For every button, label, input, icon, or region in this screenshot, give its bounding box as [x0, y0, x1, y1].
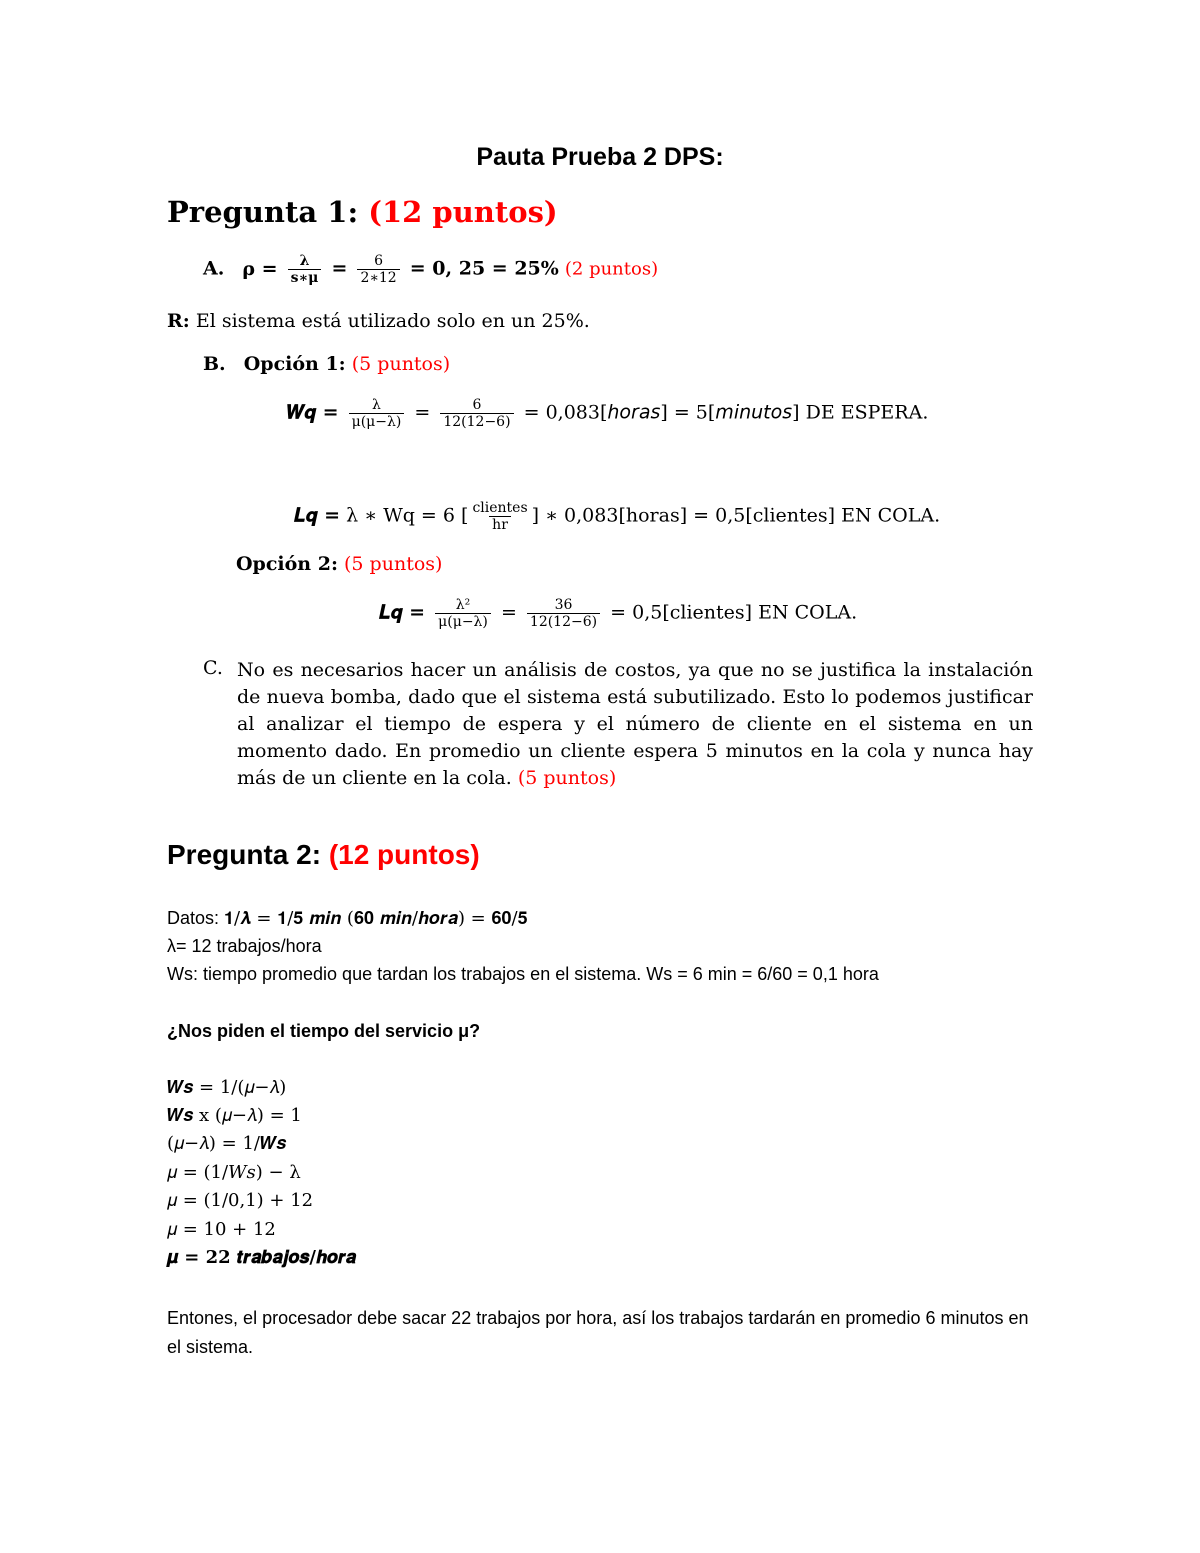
lq-equation — [294, 500, 940, 533]
datos-line — [167, 908, 528, 929]
option-1-points: (5 puntos) — [351, 353, 451, 375]
conclusion: Entones, el procesador debe sacar 22 trabajos por hora, así los trabajos tardarán en promedio 6 minutos en el sistema. — [167, 1308, 1029, 1357]
step-2: 𝑾𝒔 x (𝜇−𝜆) = 1 — [167, 1105, 302, 1126]
equals-sign: = — [500, 601, 517, 624]
item-c-label: C. — [203, 657, 223, 679]
option-2 — [236, 553, 442, 575]
item-a — [203, 253, 658, 286]
datos-label: Datos: — [167, 908, 225, 928]
lq-lhs: 𝑳𝒒 = — [294, 504, 341, 527]
wq-lhs: 𝑾𝒒 = — [287, 401, 339, 424]
equals-sign: = — [414, 401, 431, 424]
fraction-wq-1: $\frac{\lambda}{\mu(\mu-\lambda)}$ — [349, 397, 405, 430]
question-2-points: (12 puntos) — [328, 839, 480, 870]
question-1-points: (12 puntos) — [368, 195, 558, 229]
wq-result: = 0,083[𝘩𝘰𝘳𝘢𝘴] = 5[𝘮𝘪𝘯𝘶𝘵𝘰𝘴] DE ESPERA. — [523, 401, 929, 424]
lq-result: ] ∗ 0,083[horas] = 0,5[clientes] EN COLA. — [531, 504, 941, 527]
step-5: 𝜇 = (1/0,1) + 12 — [167, 1190, 314, 1211]
question-1-heading — [167, 195, 558, 229]
fraction-rho-2: $\frac{6}{2∗12}$ — [357, 253, 399, 286]
item-c-text: No es necesarios hacer un análisis de costos, ya que no se justifica la instalación de nueva bomba, dado que el sistema está subutilizado. Esto lo podemos justificar al analizar el tiempo de espera y el número de cliente en el sistema en un momento dado. En promedio un cliente espera 5 minutos en la cola y nunca hay más de un cliente en la cola. — [237, 659, 1033, 789]
service-time-question: ¿Nos piden el tiempo del servicio μ? — [167, 1021, 481, 1041]
item-b — [203, 353, 450, 375]
option-2-label: Opción 2: — [236, 553, 338, 575]
fraction-lq: $\frac{\text{clientes}}{hr}$ — [472, 500, 528, 533]
step-3: (𝜇−𝜆) = 1/𝑾𝒔 — [167, 1133, 287, 1154]
rho-symbol: ρ = — [242, 257, 278, 280]
step-1: 𝑾𝒔 = 1/(𝜇−𝜆) — [167, 1077, 287, 1098]
page-title: Pauta Prueba 2 DPS: — [476, 143, 724, 171]
option-1-label: Opción 1: — [243, 353, 346, 375]
wq-equation — [287, 397, 928, 430]
lq2-lhs: 𝑳𝒒 = — [379, 601, 426, 624]
answer-r-label: R: — [167, 310, 190, 332]
answer-r — [167, 310, 590, 332]
step-4: 𝜇 = (1/𝑊𝑠) − λ — [167, 1162, 301, 1183]
answer-r-text: El sistema está utilizado solo en un 25%. — [189, 310, 590, 332]
step-7-result: 𝝁 = 𝟐𝟐 𝒕𝒓𝒂𝒃𝒂𝒋𝒐𝒔/𝒉𝒐𝒓𝒂 — [167, 1247, 356, 1268]
item-a-label: A. — [203, 257, 225, 280]
fraction-wq-2: $\frac{6}{12(12-6)}$ — [440, 397, 513, 430]
fraction-lq2-2: $\frac{36}{12(12-6)}$ — [527, 597, 600, 630]
fraction-lq2-1: $\frac{\text{λ²}}{\mu(\mu-\lambda)}$ — [435, 597, 491, 630]
option-2-points: (5 puntos) — [344, 553, 443, 575]
equals-sign: = — [331, 257, 348, 280]
question-1-label: Pregunta 1: — [167, 195, 369, 229]
lambda-line: λ= 12 trabajos/hora — [167, 936, 322, 956]
lq2-equation — [379, 597, 857, 630]
item-a-points: (2 puntos) — [564, 258, 659, 280]
fraction-rho-1: $\frac{\lambda}{s∗\mu}$ — [288, 253, 322, 286]
question-2-label: Pregunta 2: — [167, 839, 329, 870]
datos-equation: 𝟏/𝝀 = 𝟏/𝟓 𝒎𝒊𝒏 (𝟔𝟎 𝒎𝒊𝒏/𝒉𝒐𝒓𝒂) = 𝟔𝟎/𝟓 — [224, 908, 528, 929]
item-c-paragraph — [237, 657, 1033, 792]
lq-mid: λ ∗ Wq = 6 [ — [346, 504, 469, 527]
item-b-label: B. — [203, 353, 226, 375]
step-6: 𝜇 = 10 + 12 — [167, 1219, 276, 1240]
item-c-points: (5 puntos) — [517, 767, 617, 789]
lq2-result: = 0,5[clientes] EN COLA. — [610, 601, 858, 624]
question-2-heading — [167, 839, 480, 871]
rho-result: = 𝟎, 𝟐𝟓 = 𝟐𝟓% — [409, 257, 559, 280]
ws-line: Ws: tiempo promedio que tardan los trabajos en el sistema. Ws = 6 min = 6/60 = 0,1 hora — [167, 964, 879, 984]
